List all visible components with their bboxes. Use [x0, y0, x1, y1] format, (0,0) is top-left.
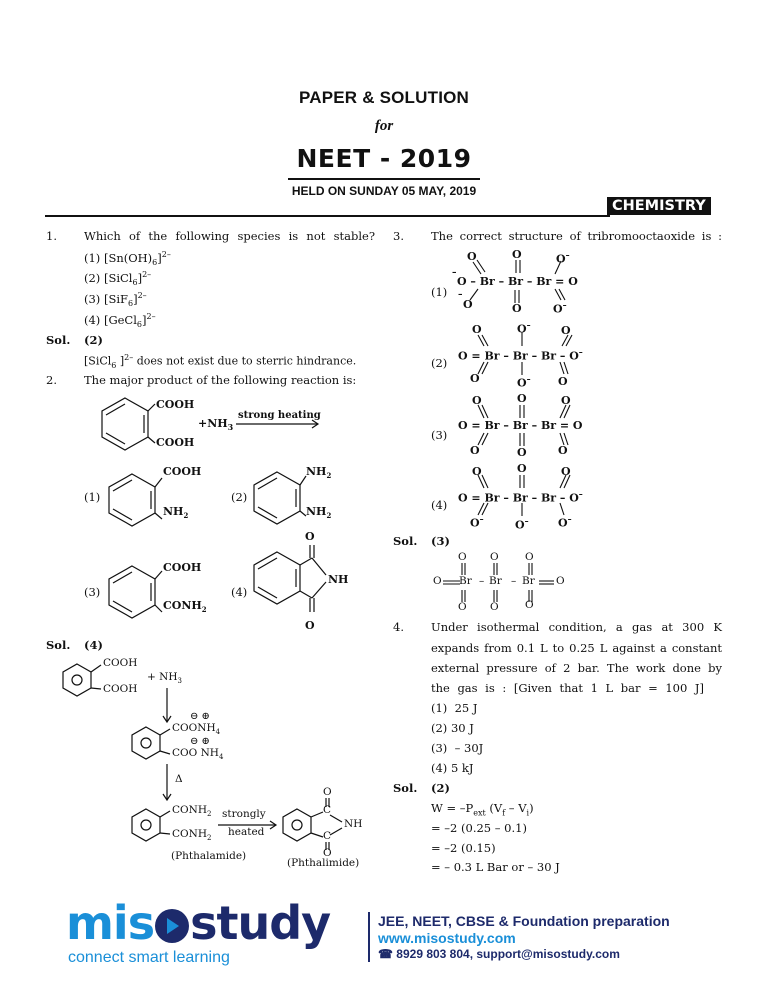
q2-sol-name-1: (Phthalamide): [171, 850, 247, 862]
q2-text: The major product of the following reaction is:: [84, 373, 357, 387]
q2-opt1-num: (1): [84, 490, 101, 504]
header-line1: PAPER & SOLUTION: [298, 88, 470, 107]
q2-reactant-top: COOH: [156, 398, 195, 411]
q3-opt3-o2: O: [517, 392, 527, 405]
q3-sol-answer: (3): [431, 534, 450, 548]
q2-opt3-bottom: $CONH_2$: [163, 599, 207, 615]
q3-opt1-o3: O–: [556, 250, 570, 266]
q3-sol-br2: Br: [489, 575, 502, 587]
q2-opt1-bottom: $NH_2$: [163, 505, 189, 521]
footer-info-1: JEE, NEET, CBSE & Foundation preparation: [378, 913, 670, 929]
logo-text-mis: mis: [66, 896, 155, 950]
q3-opt2-o4: O: [470, 372, 480, 385]
q2-sol-prod-nh: NH: [344, 818, 363, 830]
q2-sol-prod-c-bottom: C: [323, 830, 332, 842]
q3-opt1-o1: O: [467, 250, 477, 263]
q3-sol-o5: O: [490, 601, 499, 613]
q3-opt3-o5: O: [517, 446, 527, 459]
subject-badge: CHEMISTRY: [607, 197, 711, 215]
q3-sol-o3: O: [525, 551, 534, 563]
footer-tagline: connect smart learning: [68, 949, 230, 966]
q3-opt1-o2: O: [512, 248, 522, 261]
q3-opt4-o4: O–: [470, 514, 484, 530]
q3-sol-o-left: O: [433, 575, 442, 587]
q2-sol-label: Sol.: [46, 638, 71, 652]
q3-opt1-o5: O: [512, 302, 522, 315]
footer-contact: ☎ 8929 803 804, support@misostudy.com: [378, 947, 620, 961]
q2-condition: strong heating: [238, 410, 321, 421]
q4-number: 4.: [393, 620, 404, 634]
q2-sol-cond-bottom: heated: [228, 826, 265, 838]
q2-sol-step1-top: COOH: [103, 657, 138, 669]
phone-icon: ☎: [378, 947, 393, 961]
q1-option-3: (3) $[SiF_6]^{2-}$: [84, 291, 147, 309]
q3-opt1-o6: O–: [553, 300, 567, 316]
q2-sol-delta: Δ: [175, 773, 183, 785]
q3-sol-label: Sol.: [393, 534, 418, 548]
q3-opt2-chain: O = Br – Br – Br – O–: [458, 347, 583, 363]
q3-opt4-o5: O–: [515, 516, 529, 532]
q2-sol-step2-top: $COONH_4$: [172, 722, 221, 737]
q3-opt2-num: (2): [431, 356, 448, 370]
q3-opt4-o6: O–: [558, 514, 572, 530]
q2-sol-charges-top: ⊖ ⊕: [190, 711, 210, 722]
q4-sol-formula: $W = -P_{ext}$ $(V_f - V_i)$: [431, 801, 534, 818]
q1-option-1: (1) $[Sn(OH)_6]^{2-}$: [84, 250, 171, 268]
q4-sol-answer: (2): [431, 781, 450, 795]
q4-sol-label: Sol.: [393, 781, 418, 795]
q2-opt1-top: COOH: [163, 465, 202, 478]
q2-sol-prod-o-top: O: [323, 786, 332, 798]
q3-opt4-o3: O: [561, 465, 571, 478]
q2-opt3-top: COOH: [163, 561, 202, 574]
q2-sol-prod-c-top: C: [323, 804, 332, 816]
q3-opt3-o4: O: [470, 444, 480, 457]
q3-opt1-chain: O – Br – Br – Br = O: [457, 275, 578, 288]
q2-opt2-num: (2): [231, 490, 248, 504]
q3-sol-o6: O: [525, 599, 534, 611]
q4-line-1: Under isothermal condition, a gas at 300 K: [431, 620, 722, 634]
q4-option-2: (2) 30 J: [431, 721, 474, 735]
q4-line-2: expands from 0.1 L to 0.25 L against a constant: [431, 641, 722, 655]
q3-number: 3.: [393, 229, 404, 243]
q2-sol-cond-top: strongly: [222, 808, 266, 820]
q4-option-4: (4) 5 kJ: [431, 761, 474, 775]
header-date: HELD ON SUNDAY 05 MAY, 2019: [291, 184, 477, 198]
q4-option-3: (3) – 30J: [431, 741, 484, 755]
footer-divider: [368, 912, 370, 962]
q2-sol-step1-bottom: COOH: [103, 683, 138, 695]
q4-sol-step-2: = –2 (0.15): [431, 841, 496, 855]
q1-sol-answer: (2): [84, 333, 103, 347]
q2-opt4-nh: NH: [328, 573, 349, 586]
q3-opt2-o3: O: [561, 324, 571, 337]
q3-opt1-o4: O: [463, 298, 473, 311]
q3-opt4-o1: O: [472, 465, 482, 478]
q2-reactant-bottom: COOH: [156, 436, 195, 449]
q3-sol-o-right: O: [556, 575, 565, 587]
q3-opt3-num: (3): [431, 428, 448, 442]
q3-opt1-minus2: –: [458, 290, 463, 300]
q2-number: 2.: [46, 373, 57, 387]
q2-sol-charges-bottom: ⊖ ⊕: [190, 736, 210, 747]
q2-opt4-num: (4): [231, 585, 248, 599]
header-for: for: [374, 118, 394, 134]
q1-option-2: (2) [SiCl$_6$]$^{2-}$: [84, 270, 152, 288]
q2-opt2-top: $NH_2$: [306, 465, 332, 481]
q2-opt4-o-top: O: [305, 530, 315, 543]
footer-logo: [66, 898, 330, 948]
q1-option-4: (4) [GeCl$_6$]$^{2-}$: [84, 312, 156, 330]
q2-sol-step1-reagent: + $NH_3$: [147, 671, 182, 686]
q3-sol-dash2: –: [511, 575, 517, 587]
footer-website-link[interactable]: www.misostudy.com: [378, 930, 516, 946]
q3-sol-br1: Br: [459, 575, 472, 587]
q4-option-1: (1) 25 J: [431, 701, 478, 715]
q2-sol-step2-bottom: COO $NH_4$: [172, 747, 224, 762]
q3-opt4-num: (4): [431, 498, 448, 512]
q2-sol-name-2: (Phthalimide): [287, 857, 360, 869]
q3-opt3-o3: O: [561, 394, 571, 407]
q3-sol-dash1: –: [479, 575, 485, 587]
q3-opt2-o6: O: [558, 375, 568, 388]
q3-opt2-o5: O–: [517, 374, 531, 390]
q3-sol-o4: O: [458, 601, 467, 613]
q3-opt3-chain: O = Br – Br – Br = O: [458, 419, 583, 432]
q2-sol-answer: (4): [84, 638, 103, 652]
q3-opt1-num: (1): [431, 285, 448, 299]
q3-opt4-chain: O = Br – Br – Br – O–: [458, 489, 583, 505]
q2-opt4-o-bottom: O: [305, 619, 315, 632]
q2-opt3-num: (3): [84, 585, 101, 599]
q3-sol-o1: O: [458, 551, 467, 563]
q4-line-3: external pressure of 2 bar. The work done by: [431, 661, 722, 675]
q1-number: 1.: [46, 229, 57, 243]
q3-text: The correct structure of tribromooctaoxide is :: [431, 229, 722, 243]
q3-opt2-o1: O: [472, 323, 482, 336]
q1-sol-text: [SiCl$_6$ ]$^{2-}$ does not exist due to sterric hindrance.: [84, 353, 357, 370]
q3-opt2-o2: O–: [517, 320, 531, 336]
header-exam: NEET - 2019: [296, 144, 472, 173]
q3-opt4-o2: O: [517, 462, 527, 475]
q2-reagent: $+NH_3$: [198, 417, 234, 433]
q2-sol-step3-bottom: $CONH_2$: [172, 828, 212, 843]
logo-play-icon: [155, 909, 189, 943]
q3-opt1-minus: –: [452, 268, 457, 278]
q2-opt2-bottom: $NH_2$: [306, 505, 332, 521]
q4-sol-step-3: = – 0.3 L Bar or – 30 J: [431, 860, 560, 874]
q1-text: Which of the following species is not stable?: [84, 229, 375, 243]
q2-sol-prod-o-bottom: O: [323, 847, 332, 859]
q4-sol-step-1: = –2 (0.25 – 0.1): [431, 821, 527, 835]
q2-sol-step3-top: $CONH_2$: [172, 804, 212, 819]
q4-line-4: the gas is : [Given that 1 L bar = 100 J]: [431, 681, 704, 695]
logo-text-study: study: [190, 896, 331, 950]
q3-opt3-o1: O: [472, 394, 482, 407]
q3-sol-br3: Br: [522, 575, 535, 587]
q1-sol-label: Sol.: [46, 333, 71, 347]
q3-sol-o2: O: [490, 551, 499, 563]
q3-opt3-o6: O: [558, 444, 568, 457]
